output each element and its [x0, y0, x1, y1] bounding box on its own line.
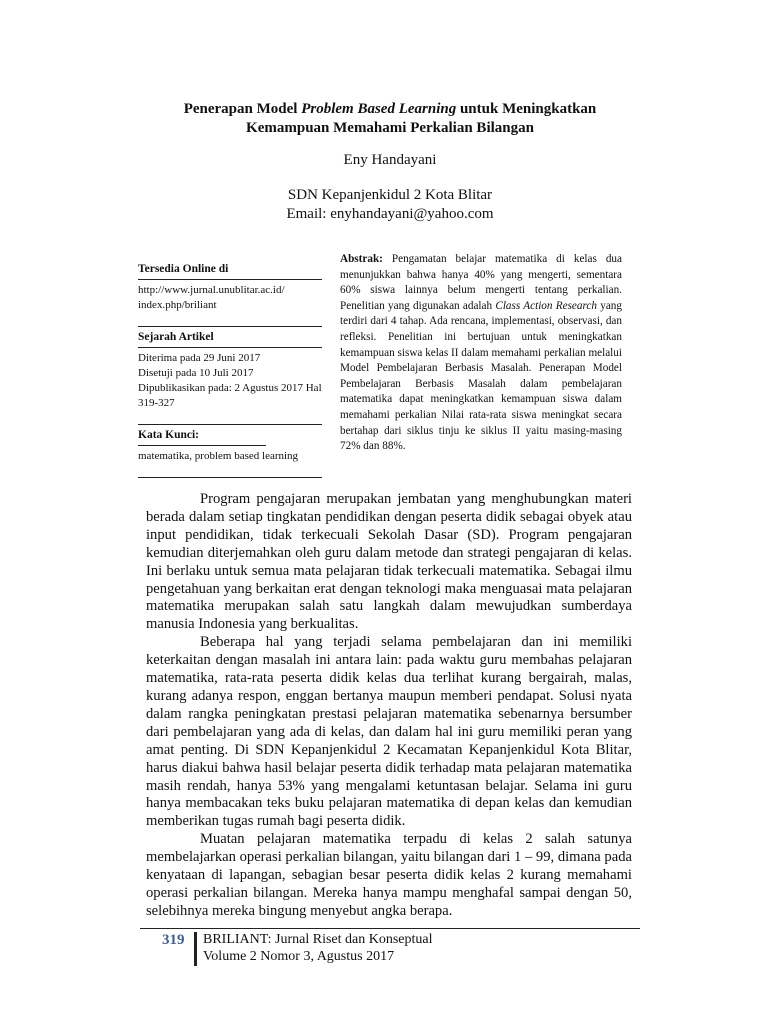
affiliation-school: SDN Kepanjenkidul 2 Kota Blitar [287, 187, 493, 203]
keywords-divider [138, 445, 266, 446]
keywords-block [138, 424, 322, 464]
online-heading: Tersedia Online di [138, 263, 229, 275]
keywords-top-divider [138, 424, 322, 425]
paragraph-3: Muatan pelajaran matematika terpadu di kelas 2 salah satunya membelajarkan operasi perkalian bilangan, yaitu bilangan dari 1 – 99, dimana pada kenyataan di lapangan, sebagian besar peserta didik kelas 2 kurang memahami operasi perkalian bilangan. Mereka hanya mampu menghafal sampai dengan 50, selebihnya mereka bingung menyebut angka berapa. [146, 831, 632, 919]
abstract-text-1: Pengamatan belajar matematika di kelas dua menunjukkan bahwa hanya 40% yang mengerti, sementara 60% siswa lainnya belum mengerti tentang perkalian. Penelitian yang digunakan adalah [340, 253, 622, 312]
online-url-2[interactable]: index.php/briliant [138, 299, 217, 311]
abstract [340, 252, 622, 455]
keywords-text: matematika, problem based learning [138, 450, 299, 462]
paragraph-2: Beberapa hal yang terjadi selama pembelajaran dan ini memiliki keterkaitan dengan masalah ini antara lain: pada waktu guru membahas pelajaran matematika, rata-rata peserta didik kelas dua terlihat kurang bergairah, malas, kurang adanya respon, enggan bertanya maupun memberi pendapat. Solusi nyata dalam rangka peningkatan prestasi pelajaran matematika sebenarnya bersumber dari pembelajaran yang ada di kelas, dan dalam hal ini guru memiliki peran yang amat penting. Di SDN Kepanjenkidul 2 Kecamatan Kepanjenkidul Kota Blitar, harus diakui bahwa hasil belajar peserta didik terhadap mata pelajaran matematika masih rendah, hanya 53% yang mengalami ketuntasan belajar. Selama ini guru hanya membacakan teks buku pelajaran matematika di depan kelas dan kemudian memberikan tugas rumah bagi peserta didik. [146, 634, 632, 830]
online-block [138, 262, 322, 313]
online-url-1[interactable]: http://www.jurnal.unublitar.ac.id/ [138, 284, 285, 296]
history-received: Diterima pada 29 Juni 2017 [138, 352, 261, 364]
info-bottom-divider [138, 477, 322, 478]
history-top-divider [138, 326, 322, 327]
history-heading: Sejarah Artikel [138, 331, 214, 343]
journal-info [203, 931, 433, 965]
title-italic: Problem Based Learning [301, 101, 457, 117]
body-text [146, 491, 632, 921]
affiliation-email: Email: enyhandayani@yahoo.com [286, 206, 494, 222]
title-part1: Penerapan Model [183, 101, 302, 117]
author-name: Eny Handayani [343, 152, 437, 168]
abstract-label: Abstrak: [340, 253, 383, 265]
footer-vertical-bar [194, 932, 197, 966]
title-line2: Kemampuan Memahami Perkalian Bilangan [246, 120, 534, 136]
history-divider [138, 347, 322, 348]
article-info-box [138, 262, 322, 478]
journal-line-1: BRILIANT: Jurnal Riset dan Konseptual [203, 932, 433, 947]
title-part2: untuk Meningkatkan [456, 101, 597, 117]
footer-divider [140, 928, 640, 929]
keywords-heading: Kata Kunci: [138, 429, 200, 441]
affiliation [140, 186, 640, 224]
page-number: 319 [162, 932, 185, 948]
journal-line-2: Volume 2 Nomor 3, Agustus 2017 [203, 949, 395, 964]
history-block [138, 326, 322, 411]
history-published: Dipublikasikan pada: 2 Agustus 2017 Hal 319-327 [138, 382, 322, 409]
paragraph-1: Program pengajaran merupakan jembatan yang menghubungkan materi berada dalam setiap tingkatan pendidikan dengan peserta didik sebagai obyek atau input pendidikan, tidak terkecuali Sekolah Dasar (SD). Program pengajaran kemudian diterjemahkan oleh guru dalam metode dan strategi pengajaran di kelas. Ini berlaku untuk semua mata pelajaran tidak terkecuali matematika. Sebagai ilmu pengetahuan yang berkaitan erat dengan teknologi maka menguasai mata pelajaran matematika merupakan salah satu langkah dalam mewujudkan sumberdaya manusia Indonesia yang berkualitas. [146, 491, 632, 633]
paper-title [140, 100, 640, 138]
abstract-italic: Class Action Research [495, 299, 597, 312]
online-divider [138, 279, 322, 280]
history-approved: Disetuji pada 10 Juli 2017 [138, 367, 254, 379]
abstract-text-2: yang terdiri dari 4 tahap. Ada rencana, implementasi, observasi, dan refleksi. Penelitian ini bertujuan untuk meningkatkan kemampuan siswa kelas II dalam memahami perkalian melalui Model Pembelajaran Berbasis Masalah. Penerapan Model Pembelajaran Berbasis Masalah dalam pembelajaran matematika dapat meningkatkan kemampuan siswa dalam memahami perkalian Nilai rata-rata siswa meningkat secara bertahap dari siklus tinju ke siklus II yaitu masing-masing 72% dan 88%. [340, 299, 622, 453]
